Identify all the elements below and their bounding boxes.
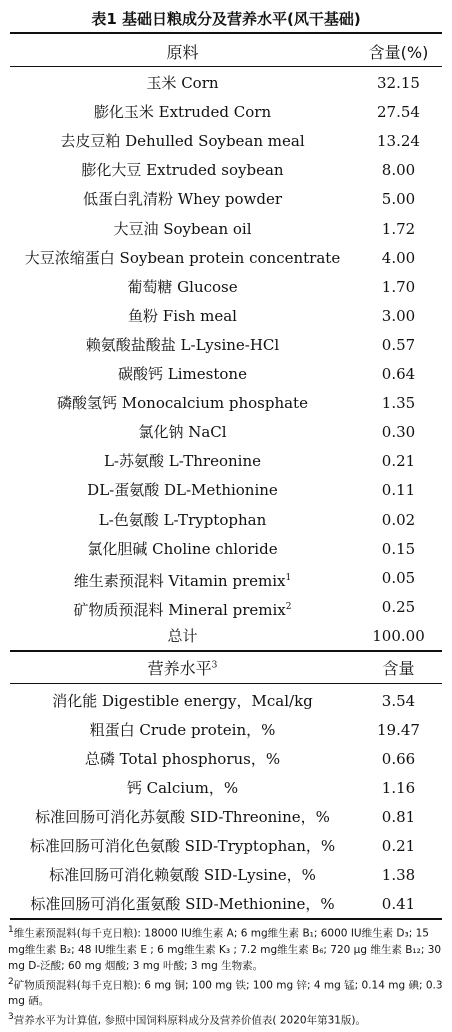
nutrients-name-text: 标准回肠可消化蛋氨酸 SID-Methionine，% xyxy=(30,895,335,913)
nutrients-value: 0.41 xyxy=(381,895,416,913)
nutrients-header-label: 营养水平 xyxy=(147,659,212,678)
ingredients-value: 5.00 xyxy=(381,190,416,209)
footnote-3 xyxy=(8,1009,446,1029)
ingredients-name-text: 大豆浓缩蛋白 Soybean protein concentrate xyxy=(24,248,341,267)
nutrients-name-text: 总磷 Total phosphorus，% xyxy=(84,750,281,768)
footnotes xyxy=(8,922,446,1029)
ingredients-name-text: 去皮豆粕 Dehulled Soybean meal xyxy=(60,132,305,151)
nutrients-name-text: 粗蛋白 Crude protein，% xyxy=(89,721,276,739)
nutrients-row xyxy=(10,890,442,919)
footnote-1 xyxy=(8,922,446,974)
nutrients-name xyxy=(10,774,355,803)
ingredients-value: 0.25 xyxy=(381,597,416,616)
ingredients-row xyxy=(10,244,442,273)
ingredients-value: 3.00 xyxy=(381,306,416,325)
ingredients-row xyxy=(10,156,442,185)
ingredients-name xyxy=(10,273,355,302)
table-title: 表1 基础日粮成分及营养水平(风干基础) xyxy=(91,10,361,28)
ingredients-row xyxy=(10,273,442,302)
nutrients-name xyxy=(10,745,355,774)
ingredients-value: 0.11 xyxy=(381,481,416,500)
ingredients-name xyxy=(10,244,355,273)
ingredients-name-text: 膨化玉米 Extruded Corn xyxy=(93,103,272,122)
ingredients-name-text: 氯化钠 NaCl xyxy=(138,423,227,442)
header-rule xyxy=(10,66,442,67)
ingredients-name-text: 膨化大豆 Extruded soybean xyxy=(81,161,284,180)
footnote-1-mark: 1 xyxy=(8,925,14,935)
bottom-rule xyxy=(10,918,442,920)
ingredients-name-text: 低蛋白乳清粉 Whey powder xyxy=(82,190,283,209)
ingredients-name xyxy=(10,535,355,564)
ingredients-name xyxy=(10,593,355,625)
ingredients-footnote-mark: 1 xyxy=(285,572,292,583)
ingredients-name xyxy=(10,447,355,476)
footnote-2-text: 矿物质预混料(每千克日粮): 6 mg 铜; 100 mg 铁; 100 mg 锌; 4 mg 锰; 0.14 mg 碘; 0.3 mg 硒。 xyxy=(8,979,443,1007)
ingredients-row xyxy=(10,185,442,214)
ingredients-name xyxy=(10,418,355,447)
nutrients-row xyxy=(10,774,442,803)
nutrients-value: 3.54 xyxy=(381,692,416,710)
ingredients-name xyxy=(10,215,355,244)
ingredients-row xyxy=(10,535,442,564)
nutrients-row xyxy=(10,803,442,832)
ingredients-name-text: 大豆油 Soybean oil xyxy=(113,219,252,238)
ingredients-row xyxy=(10,98,442,127)
ingredients-value: 1.72 xyxy=(381,219,416,238)
nutrients-header-value: 含量 xyxy=(382,659,415,678)
nutrients-name xyxy=(10,687,355,716)
footnote-3-text: 营养水平为计算值, 参照中国饲料原料成分及营养价值表( 2020年第31版)。 xyxy=(13,1014,367,1027)
ingredients-name-text: 磷酸氢钙 Monocalcium phosphate xyxy=(57,394,308,413)
ingredients-name xyxy=(10,564,355,596)
section-rule xyxy=(10,650,442,652)
ingredients-name-text: 矿物质预混料 Mineral premix xyxy=(73,600,286,619)
nutrients-name xyxy=(10,890,355,919)
nutrients-value: 19.47 xyxy=(377,721,420,739)
ingredients-value: 27.54 xyxy=(377,103,420,122)
ingredients-name xyxy=(10,360,355,389)
nutrients-name xyxy=(10,803,355,832)
ingredients-name-text: L-苏氨酸 L-Threonine xyxy=(103,452,262,471)
nutrients-row xyxy=(10,687,442,716)
ingredients-row xyxy=(10,69,442,98)
ingredients-row xyxy=(10,564,442,593)
ingredients-footnote-mark: 2 xyxy=(285,601,292,612)
nutrients-name-text: 标准回肠可消化赖氨酸 SID-Lysine，% xyxy=(49,866,316,884)
nutrients-value: 1.38 xyxy=(381,866,416,884)
ingredients-name-text: 维生素预混料 Vitamin premix xyxy=(73,571,286,590)
ingredients-name-text: 赖氨酸盐酸盐 L-Lysine-HCl xyxy=(85,335,280,354)
nutrients-name-text: 消化能 Digestible energy，Mcal/kg xyxy=(52,692,313,710)
ingredients-name xyxy=(10,331,355,360)
nutrients-header-mark: 3 xyxy=(211,660,218,671)
nutrients-name xyxy=(10,716,355,745)
ingredients-header-name: 原料 xyxy=(166,43,199,62)
ingredients-row xyxy=(10,593,442,622)
ingredients-value: 1.35 xyxy=(381,394,416,413)
nutrients-value: 1.16 xyxy=(381,779,416,797)
nutrients-name xyxy=(10,832,355,861)
ingredients-value: 32.15 xyxy=(377,74,420,92)
nutrients-name-text: 标准回肠可消化色氨酸 SID-Tryptophan，% xyxy=(29,837,336,855)
ingredients-value: 0.64 xyxy=(381,365,416,383)
ingredients-row xyxy=(10,506,442,535)
nutrients-row xyxy=(10,832,442,861)
footnote-3-mark: 3 xyxy=(8,1012,14,1022)
ingredients-row xyxy=(10,418,442,447)
ingredients-row xyxy=(10,215,442,244)
nutrients-value: 0.81 xyxy=(381,808,416,826)
nutrients-name-text: 标准回肠可消化苏氨酸 SID-Threonine，% xyxy=(35,808,330,826)
ingredients-row xyxy=(10,476,442,505)
nutrients-name xyxy=(10,861,355,890)
ingredients-name-text: 鱼粉 Fish meal xyxy=(128,306,237,325)
ingredients-name-text: 氯化胆碱 Choline chloride xyxy=(87,539,278,558)
ingredients-name-text: DL-蛋氨酸 DL-Methionine xyxy=(87,481,278,500)
ingredients-name xyxy=(10,506,355,535)
ingredients-name xyxy=(10,156,355,185)
nutrients-name-text: 钙 Calcium，% xyxy=(126,779,239,797)
nutrients-row xyxy=(10,716,442,745)
ingredients-value: 100.00 xyxy=(372,626,425,645)
ingredients-row xyxy=(10,622,442,651)
ingredients-value: 4.00 xyxy=(381,248,416,267)
nutrients-row xyxy=(10,745,442,774)
ingredients-name xyxy=(10,127,355,156)
ingredients-value: 8.00 xyxy=(381,161,416,180)
ingredients-row xyxy=(10,127,442,156)
nutrients-value: 0.21 xyxy=(381,837,416,855)
nutrients-header-rule xyxy=(10,683,442,684)
ingredients-row xyxy=(10,389,442,418)
ingredients-name-text: 玉米 Corn xyxy=(146,74,219,92)
ingredients-name xyxy=(10,622,355,651)
ingredients-value: 0.30 xyxy=(381,423,416,442)
footnote-2-mark: 2 xyxy=(8,976,14,987)
ingredients-header-value: 含量(%) xyxy=(368,43,429,62)
nutrients-row xyxy=(10,861,442,890)
ingredients-value: 0.05 xyxy=(381,568,416,587)
ingredients-name xyxy=(10,389,355,418)
footnote-1-text: 维生素预混料(每千克日粮): 18000 IU维生素 A; 6 mg维生素 B₁; 6000 IU维生素 D₃; 15 mg维生素 B₂; 48 IU维生素 E ; 6 mg维生素 K₃ ; 7.2 mg维生素 B₆; 720 μg 维生素 B₁₂; 30 mg D-泛酸; 60 mg 烟酸; 3 mg 叶酸; 3 mg 生物素。 xyxy=(8,927,442,972)
ingredients-name-text: 碳酸钙 Limestone xyxy=(118,365,247,383)
ingredients-value: 13.24 xyxy=(377,132,420,151)
ingredients-name xyxy=(10,98,355,127)
ingredients-name xyxy=(10,69,355,98)
ingredients-name xyxy=(10,185,355,214)
ingredients-name xyxy=(10,476,355,505)
nutrients-header-name xyxy=(10,656,355,679)
nutrients-value: 0.66 xyxy=(381,750,416,768)
ingredients-value: 0.15 xyxy=(381,539,416,558)
top-rule xyxy=(10,32,442,34)
ingredients-row xyxy=(10,331,442,360)
ingredients-name-text: 总计 xyxy=(167,626,198,645)
ingredients-value: 0.02 xyxy=(381,510,416,529)
ingredients-row xyxy=(10,447,442,476)
footnote-2 xyxy=(8,974,446,1010)
ingredients-value: 0.21 xyxy=(381,452,416,471)
ingredients-row xyxy=(10,360,442,389)
ingredients-name-text: 葡萄糖 Glucose xyxy=(127,277,238,296)
ingredients-value: 1.70 xyxy=(381,277,416,296)
ingredients-name-text: L-色氨酸 L-Tryptophan xyxy=(98,510,267,529)
ingredients-row xyxy=(10,302,442,331)
ingredients-name xyxy=(10,302,355,331)
ingredients-value: 0.57 xyxy=(381,335,416,354)
